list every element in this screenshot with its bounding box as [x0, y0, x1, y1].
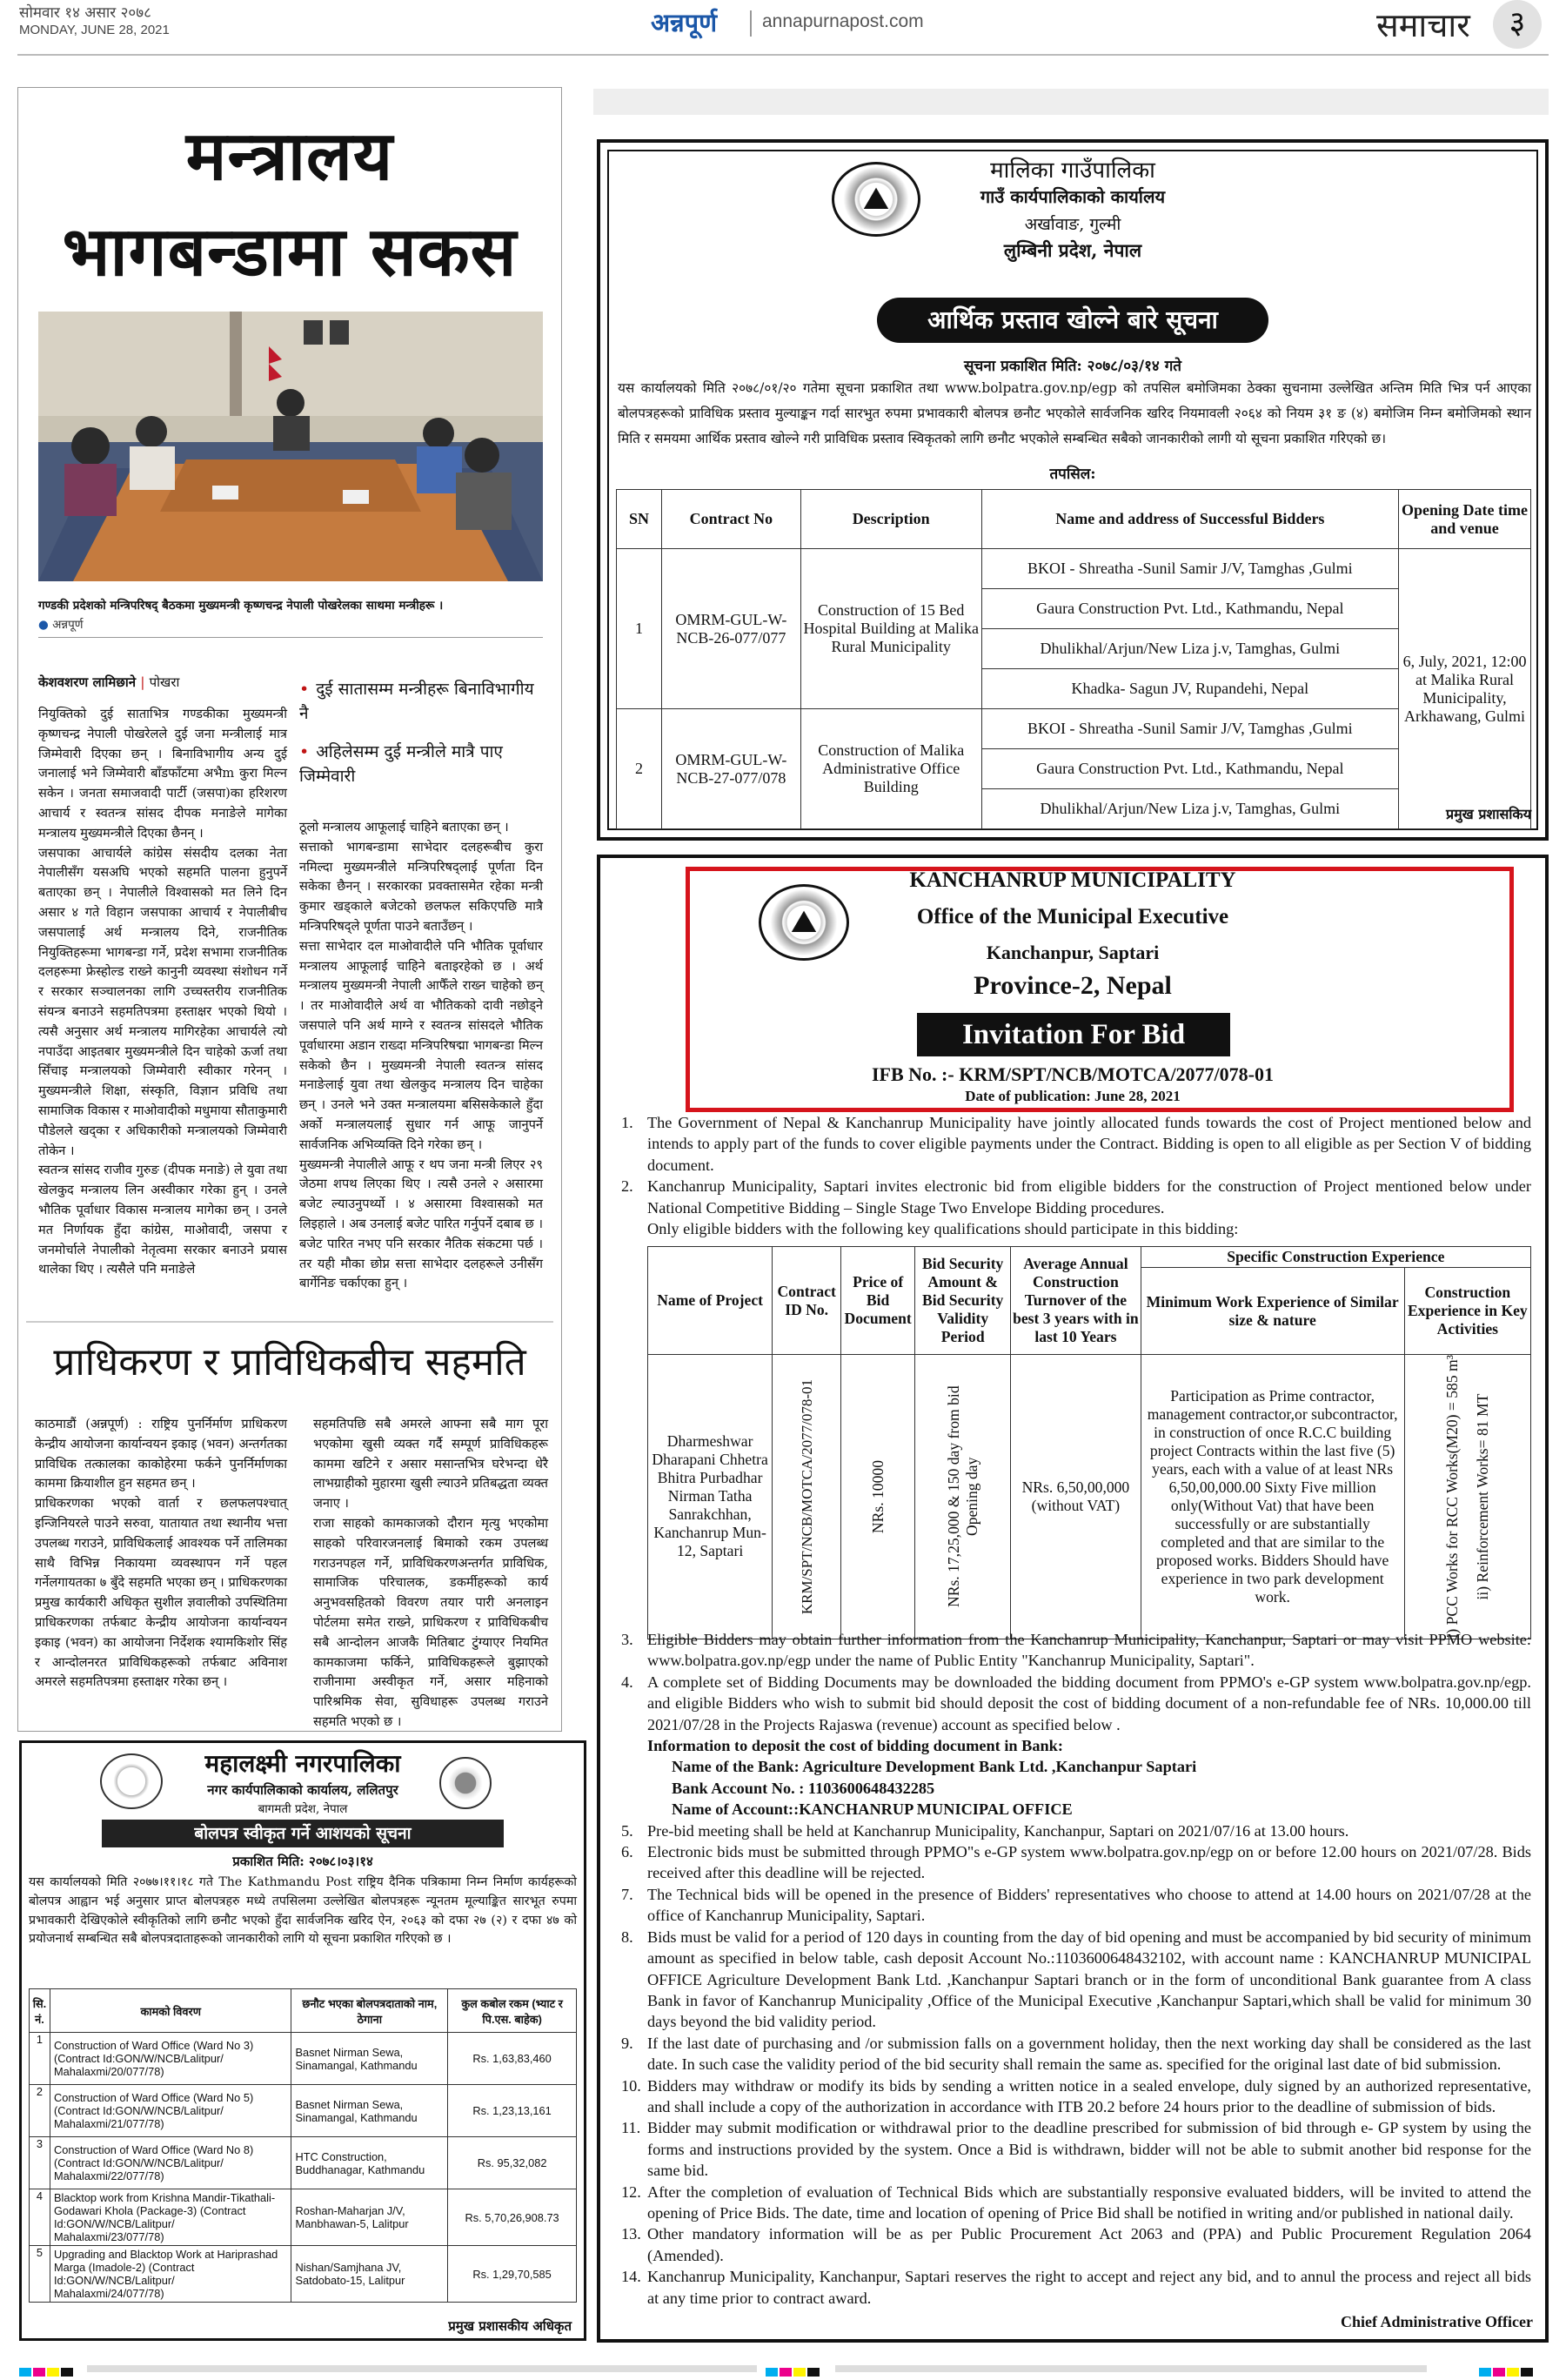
th-description: Description — [800, 490, 981, 549]
bank-name: Name of the Bank: Agriculture Development Bank Ltd. ,Kanchanpur Saptari — [672, 1758, 1197, 1776]
table-cell-bidder: Dhulikhal/Arjun/New Liza j.v, Tamghas, Gulmi — [981, 789, 1398, 829]
print-strip-left — [87, 2365, 757, 2372]
story1-credit-text: अन्नपूर्ण — [52, 618, 84, 632]
story2-column-1: काठमाडौं (अन्नपूर्ण) : राष्ट्रिय पुनर्निर्माण प्राधिकरण केन्द्रीय आयोजना कार्यान्वयन इकाइ (भवन) अन्तर्गतका प्राविधिक तत्कालका काकोहेरमा फर्कने पुनर्निर्माणका काममा क्रियाशील हुन सहमत छन् । प्राधिकरणका भएको वार्ता र छलफलपश्चात् इन्जिनियरले पाउने सरुवा, यातायात तथा स्थानीय भत्ता उपलब्ध गराउने, प्राविधिकलाई आवश्यक पर्ने तालिमका साथै विभिन्न निकायमा व्यवस्थापन गर्ने पहल गर्नेलगायतका ७ बुँदे सहमति भएका छन् । प्राधिकरणका प्रमुख कार्यकारी अधिकृत सुशील ज्ञवालीको उपस्थितिमा प्राधिकरणका तर्फबाट केन्द्रीय आयोजना कार्यान्वयन इकाइ (भवन) का आयोजना निर्देशक श्यामकिशोर सिंह र आन्दोलनरत प्राविधिकहरूको तर्फबाट अविनाश अमरले सहमतिपत्रमा हस्ताक्षर गरेका छन् । — [35, 1417, 287, 1690]
th-name: Name of Project — [648, 1247, 773, 1355]
print-color-marks-left — [19, 2363, 75, 2380]
table-cell-sn: 2 — [617, 709, 662, 829]
story1-headline-line2: भागबन्डामा सकस — [62, 212, 518, 292]
table-cell: 4 — [30, 2189, 50, 2246]
story1-headline-line1: मन्त्रालय — [185, 117, 394, 196]
story1-byline: केशवशरण लामिछाने | पोखरा — [38, 674, 180, 690]
table-cell: Roshan-Maharjan J/V, Manbhawan-5, Lalitpur — [291, 2189, 448, 2246]
table-cell-bidder: BKOI - Shreatha -Sunil Samir J/V, Tamghas ,Gulmi — [981, 709, 1398, 749]
th-minwork: Minimum Work Experience of Similar size & nature — [1141, 1268, 1404, 1355]
table-row — [30, 2033, 577, 2085]
cell-minwork: Participation as Prime contractor, management contractor,or subcontractor, in construction of once R.C.C building project Contracts within the last five (5) years, each with a value of at least NRs 6,50,00,000.00 Sixty Five million only(Without Vat) that have been successfully or are substantially completed and that are similar to the proposed works. Bidders Should have experience in two park development work. — [1141, 1355, 1404, 1639]
table-row — [30, 2246, 577, 2303]
th-turnover: Average Annual Construction Turnover of the best 3 years with in last 10 Years — [1011, 1247, 1141, 1355]
th-amount: कुल कबोल रकम (भ्याट र पि.एस. बाहेक) — [448, 1989, 577, 2033]
header-separator — [750, 10, 752, 37]
table-cell-bidder: Gaura Construction Pvt. Ltd., Kathmandu, Nepal — [981, 589, 1398, 629]
malika-sub3: लुम्बिनी प्रदेश, नेपाल — [1003, 239, 1142, 261]
table-cell: Rs. 1,29,70,585 — [448, 2246, 577, 2303]
table-cell-opening: 6, July, 2021, 12:00 at Malika Rural Municipality, Arkhawang, Gulmi — [1399, 549, 1531, 829]
item-14: 14. Kanchanrup Municipality, Kanchanpur, Saptari reserves the right to accept and reject any bid, and to annul the process and reject all bids at any time prior to contract award. — [621, 2268, 1531, 2307]
table-cell: Rs. 95,32,082 — [448, 2137, 577, 2189]
malika-table — [616, 489, 1531, 829]
item-6: 6. Electronic bids must be submitted through PPMO"s e-GP system www.bolpatra.gov.np/egp on or before 12.00 hours on 2021/07/28. Bids received after this deadline will be rejected. — [621, 1843, 1531, 1882]
th-opening: Opening Date time and venue — [1399, 490, 1531, 549]
malika-pub-date: सूचना प्रकाशित मिति: २०७८/०३/१४ गते — [964, 358, 1181, 375]
cell-contract-id: KRM/SPT/NCB/MOTCA/2077/078-01 — [773, 1355, 841, 1639]
kanchanrup-ifb: IFB No. :- KRM/SPT/NCB/MOTCA/2077/078-01 — [872, 1063, 1274, 1085]
story-divider — [26, 1321, 553, 1323]
table-cell-contract: OMRM-GUL-W-NCB-27-077/078 — [661, 709, 800, 829]
th-bidder: छनौट भएका बोलपत्रदाताको नाम, ठेगाना — [291, 1989, 448, 2033]
th-specific: Specific Construction Experience — [1141, 1247, 1530, 1268]
mahalaxmi-title: महालक्ष्मी नगरपालिका — [204, 1749, 401, 1778]
table-cell: Basnet Nirman Sewa, Sinamangal, Kathmandu — [291, 2085, 448, 2137]
malika-sub1: गाउँ कार्यपालिकाको कार्यालय — [980, 186, 1166, 207]
mahalaxmi-body: यस कार्यालयको मिति २०७७।११।१८ गते The Kathmandu Post राष्ट्रिय दैनिक पत्रिकामा निम्न निर्माण कार्यहरूको बोलपत्र आह्वान भई अनुसार प्राप्त बोलपत्रहरु मध्ये तपसिलमा उल्लेखित बोलपत्रहरू न्यूनतम मूल्याङ्कित सारभूत रुपमा प्रभावकारी देखिएकोले स्वीकृतिको लागि छनौट भएको हुँदा सार्वजनिक खरिद ऐन, २०६३ को दफा २७ (२) र दफा ४७ को प्रयोजनार्थ सम्बन्धित सबै बोलपत्रदाताहरूको जानकारीको लागि यो सूचना प्रकाशित गरिएको छ । — [29, 1875, 577, 1947]
table-cell-bidder: Gaura Construction Pvt. Ltd., Kathmandu, Nepal — [981, 749, 1398, 789]
item-2: 2. Kanchanrup Municipality, Saptari invites electronic bid from eligible bidders for the construction of Project mentioned below under National Competitive Bidding – Single Stage Two Envelope Bidding procedures. Only eligible bidders with the following key qualifications should participate in this bidding: — [621, 1177, 1531, 1238]
story1-photo-credit — [38, 616, 84, 632]
byline-name: केशवशरण लामिछाने — [38, 674, 137, 690]
item-10: 10. Bidders may withdraw or modify its bids by sending a written notice in a sealed envelope, duly signed by an authorized representative, and shall include a copy of the authorization in accordance with ITB 20.2 before 24 hours prior to the deadline of submission of bids. — [621, 2076, 1531, 2115]
item-5: 5. Pre-bid meeting shall be held at Kanchanrup Municipality, Kanchanpur, Saptari on 2021/07/16 at 13.00 hours. — [621, 1821, 1349, 1840]
kanchanrup-pub-date: Date of publication: June 28, 2021 — [965, 1088, 1181, 1104]
malika-tbody — [617, 549, 1531, 829]
table-cell: Nishan/Samjhana JV, Satdobato-15, Lalitpur — [291, 2246, 448, 2303]
th-price: Price of Bid Document — [841, 1247, 915, 1355]
page-number: ३ — [1493, 0, 1542, 49]
mahalaxmi-banner: बोलपत्र स्वीकृत गर्ने आशयको सूचना — [102, 1820, 504, 1847]
table-cell-desc: Construction of 15 Bed Hospital Building at Malika Rural Municipality — [800, 549, 981, 709]
kanchanrup-banner: Invitation For Bid — [917, 1013, 1230, 1056]
table-cell: Rs. 1,23,13,161 — [448, 2085, 577, 2137]
item-7: 7. The Technical bids will be opened in the presence of Bidders' representatives who choose to attend at 14.00 hours on 2021/07/28 at the office of Kanchanrup Municipality, Saptari. — [621, 1885, 1531, 1925]
table-cell-desc: Construction of Malika Administrative Office Building — [800, 709, 981, 829]
item-9: 9. If the last date of purchasing and /or submission falls on a government holiday, then the next working day shall be considered as the last date. In such case the validity period of the bid security shall remain the same as. specified for the original last date of bid submission. — [621, 2034, 1531, 2074]
kanchanrup-sub1: Office of the Municipal Executive — [916, 905, 1229, 929]
table-cell: 3 — [30, 2137, 50, 2189]
story1-bullet-2: • अहिलेसम्म दुई मन्त्रीले मात्रै पाए जिम्मेवारी — [299, 742, 503, 786]
bank-account-name: Name of Account::KANCHANRUP MUNICIPAL OFFICE — [672, 1800, 1073, 1819]
table-cell-sn: 1 — [617, 549, 662, 709]
top-grey-strip — [593, 89, 1549, 115]
th-key: Construction Experience in Key Activities — [1404, 1268, 1530, 1355]
story2-headline: प्राधिकरण र प्राविधिकबीच सहमति — [53, 1340, 526, 1384]
table-row — [30, 2137, 577, 2189]
kanchanrup-signoff: Chief Administrative Officer — [1341, 2313, 1533, 2330]
th-work: कामको विवरण — [50, 1989, 291, 2033]
mahalaxmi-sub2: बागमती प्रदेश, नेपाल — [258, 1802, 348, 1816]
story2-column-2: सहमतिपछि सबै अमरले आफ्ना सबै माग पूरा भएकोमा खुसी व्यक्त गर्दै सम्पूर्ण प्राविधिकहरू काममा खटिने र असार मसान्तभित्र घरेभन्दा धेरै लाभग्राहीको मुहारमा खुसी ल्याउने प्रतिबद्धता व्यक्त जनाए । राजा साहको कामकाजको दौरान मृत्यु भएकोमा साहको परिवारजनलाई बिमाको रकम उपलब्ध गराउनपहल गर्ने, प्राविधिकरणअन्तर्गत प्राविधिक, सामाजिक परिचालक, डकर्मीहरूको कार्य अनुभवसहितको विवरण तयार पारी अनलाइन पोर्टलमा समेत राख्ने, प्राधिकरण र प्राविधिकबीच सबै आन्दोलन आजकै मितिबाट टुंग्याएर नियमित कामकाजमा फर्किने, प्राविधिकहरूले बुझाएको राजीनामा अस्वीकृत गर्ने, असार महिनाको पारिश्रमिक सेवा, सुविधाहरू उपलब्ध गराउने सहमति भएको छ । — [313, 1417, 548, 1729]
malika-body: यस कार्यालयको मिति २०७८/०१/२० गतेमा सूचना प्रकाशित तथा www.bolpatra.gov.np/egp को तपसिल बमोजिमका ठेक्का सुचनामा उल्लेखित अन्तिम मिति भित्र पर्न आएका बोलपत्रहरूको प्राविधिक प्रस्ताव मुल्याङ्कन गर्दा सारभुत रुपमा प्रभावकारी बोलपत्र छनौट भएकोले सार्वजनिक खरिद नियमावली २०६४ को नियम ३१ ङ (४) बमोजिम निम्न बमोजिमको स्थान मिति र समयमा आर्थिक प्रस्ताव खोल्ने गरी प्राविधिक प्रस्ताव स्विकृतको लागि छनौट भएकोले सम्बन्धित सबैको जानकारीको लागी यो सूचना प्रकाशित गरिएको छ। — [618, 380, 1531, 446]
qual-note: Only eligible bidders with the following key qualifications should participate in this bidding: — [647, 1220, 1239, 1238]
table-cell: HTC Construction, Buddhanagar, Kathmandu — [291, 2137, 448, 2189]
print-color-marks-mid — [766, 2363, 821, 2380]
table-cell-bidder: BKOI - Shreatha -Sunil Samir J/V, Tamghas ,Gulmi — [981, 549, 1398, 589]
table-cell-bidder: Khadka- Sagun JV, Rupandehi, Nepal — [981, 669, 1398, 709]
ad-mahalaxmi — [19, 1740, 586, 2341]
cell-turnover: NRs. 6,50,00,000 (without VAT) — [1011, 1355, 1141, 1639]
malika-banner: आर्थिक प्रस्ताव खोल्ने बारे सूचना — [877, 298, 1268, 343]
item-4: 4. A complete set of Bidding Documents may be downloaded the bidding document from PPMO's e-GP system www.bolpatra.gov.np/egp. and eligible Bidders who wish to submit bid should deposit the cost of bidding document of a non-refundable fee of NRs. 10,000.00 till 2021/07/28 in the Projects Rajaswa (revenue) account as specified below . Information to deposit the cost of bidding document in Bank: Name of the Bank: Agriculture Development Bank Ltd. ,Kanchanpur Saptari Bank Account No. : 1103600648432285 Name of Account::KANCHANRUP MUNICIPAL OFFICE — [621, 1672, 1531, 1820]
item-3: 3. Eligible Bidders may obtain further information from the Kanchanrup Municipality, Kanchanpur, Saptari or may visit PPMO website: www.bolpatra.gov.np/egp under the name of Public Entity "Kanchanrup Municipality, Saptari". — [621, 1631, 1531, 1670]
table-row — [617, 549, 1531, 589]
story1-bullet-1: • दुई सातासम्म मन्त्रीहरू बिनाविभागीय नै — [299, 680, 534, 723]
table-cell: 2 — [30, 2085, 50, 2137]
th-bidders: Name and address of Successful Bidders — [981, 490, 1398, 549]
cell-price: NRs. 10000 — [841, 1355, 915, 1639]
story1-rule — [38, 637, 543, 638]
story1-photo — [38, 312, 543, 581]
th-sn: सि. नं. — [30, 1989, 50, 2033]
cell-project-name: Dharmeshwar Dharapani Chhetra Bhitra Purbadhar Nirman Tatha Sanrakchhan, Kanchanrup Mun-12, Saptari — [648, 1355, 773, 1639]
header-rule — [17, 54, 1549, 56]
ad-malika — [597, 139, 1549, 841]
bullet-icon: • — [299, 680, 310, 699]
table-cell-contract: OMRM-GUL-W-NCB-26-077/077 — [661, 549, 800, 709]
nepal-emblem-icon: ⛰ — [759, 884, 849, 961]
kanchanrup-items-1-2 — [621, 1112, 1531, 1239]
cell-security: NRs. 17,25,000 & 150 day from bid Opening day — [915, 1355, 1011, 1639]
bank-heading: Information to deposit the cost of bidding document in Bank: — [647, 1737, 1063, 1755]
story1-column-2: ठूलो मन्त्रालय आफूलाई चाहिने बताएका छन् । सत्ताको भागबन्डामा साभेदार दलहरूबीच कुरा नमिल्दा मुख्यमन्त्रीले मन्त्रिपरिषद्लाई पूर्णता दिन सकेका छैनन् । सरकारका प्रवक्तासमेत रहेका मन्त्री कुमार खड्काले बजेटको छलफल सकिएपछि मात्रै मन्त्रिपरिषद्ले पूर्णता पाउने बताउँछन् । सत्ता साभेदार दल माओवादीले पनि भौतिक पूर्वाधार मन्त्रालय आफूलाई चाहिने बताइरहेको छ । अर्थ मन्त्रालय मुख्यमन्त्री नेपाली आफैँले राख्न चाहेको छन् । तर माओवादीले अर्थ वा भौतिकको दावी नछोड्ने जसपाले पनि अर्थ माग्ने र स्वतन्त्र सांसदले भौतिक पूर्वाधारमा अडान राख्दा मन्त्रिपरिषद्मा भागबन्डा मिल्न सकेको छैन । मुख्यमन्त्री नेपाली स्वतन्त्र सांसद मनाङेलाई युवा तथा खेलकुद मन्त्रालय दिन चाहेका छन् । उनले भने उक्त मन्त्रालयमा बसिसकेकाले हुँदा अर्को मन्त्रालयलाई सुधार गर्न आफू जानुपर्ने सार्वजनिक अभिव्यक्ति दिने गरेका छन् । मुख्यमन्त्री नेपालीले आफू र थप जना मन्त्री लिएर २९ जेठमा शपथ लिएका थिए । त्यसै उनले २ असारमा बजेट ल्याउनुपर्थ्यो । ४ असारमा विश्वासको मत लिइहाले । अब उनलाई बजेट पारित गर्नुपर्ने दबाब छ । बजेट पारित नभए पनि सरकार नैतिक संकटमा पर्छ । तर यही मौका छोप्न सत्ता साभेदार दलहरूले उनीसँग बार्गेनिङ चर्काएका हुन् । — [299, 820, 543, 1291]
mahalaxmi-pub-date: प्रकाशित मिति: २०७८।०३।१४ — [232, 1854, 373, 1869]
table-cell: Upgrading and Blacktop Work at Hariprashad Marga (Imadole-2) (Contract Id:GON/W/NCB/Lalitpur/ Mahalaxmi/24/077/78) — [50, 2246, 291, 2303]
table-cell: Blacktop work from Krishna Mandir-Tikathali-Godawari Khola (Package-3) (Contract Id:GON/W/NCB/Lalitpur/ Mahalaxmi/23/077/78) — [50, 2189, 291, 2246]
header-website[interactable]: annapurnapost.com — [762, 11, 924, 31]
byline-place: पोखरा — [149, 674, 180, 690]
item-12: 12. After the completion of evaluation of Technical Bids which are substantially responsive evaluated bidders, will be invited to attend the opening of Price Bids. The date, time and location of opening of Price Bid shall be notified in writing and/or published in national daily. — [621, 2182, 1531, 2222]
table-cell: 5 — [30, 2246, 50, 2303]
table-cell: Construction of Ward Office (Ward No 5) (Contract Id:GON/W/NCB/Lalitpur/ Mahalaxmi/21/077/78) — [50, 2085, 291, 2137]
malika-signoff: प्रमुख प्रशासकिय — [1446, 806, 1531, 822]
print-strip-right — [835, 2365, 1427, 2372]
ad-kanchanrup — [597, 855, 1549, 2343]
table-cell: Construction of Ward Office (Ward No 8) (Contract Id:GON/W/NCB/Lalitpur/ Mahalaxmi/22/077/78) — [50, 2137, 291, 2189]
item-13: 13. Other mandatory information will be as per Public Procurement Act 2063 and (PPA) and Public Procurement Regulation 2064 (Amended). — [621, 2225, 1531, 2264]
table-cell: Construction of Ward Office (Ward No 3) (Contract Id:GON/W/NCB/Lalitpur/ Mahalaxmi/20/077/78) — [50, 2033, 291, 2085]
nepal-emblem-icon: ⛰ — [832, 162, 920, 237]
header-date-nepali: सोमवार १४ असार २०७८ — [19, 4, 151, 22]
bank-account: Bank Account No. : 1103600648432285 — [672, 1779, 935, 1797]
cell-key-activities: i) PCC Works for RCC Works(M20) = 585 m³ ii) Reinforcement Works= 81 MT — [1404, 1355, 1530, 1639]
story1-column-1: नियुक्तिको दुई साताभित्र गण्डकीका मुख्यमन्त्री कृष्णचन्द्र नेपाली पोखरेलले दुई जना मन्त्रीलाई मात्र जिम्मेवारी दिएका छन् । बिनाविभागीय अन्य दुई जनालाई भने जिम्मेवारी बाँडफाँटमा अभैm कुरा मिल्न सकेन । जनता समाजवादी पार्टी (जसपा)का हरिशरण आचार्य र स्वतन्त्र सांसद दीपक मनाङेले मागेका मन्त्रालय मुख्यमन्त्रीले दिएका छैनन् । जसपाका आचार्यले कांग्रेस संसदीय दलका नेता नेपालीसँग यसअघि भएको सहमति पालना हुनुपर्ने बताएका छन् । नेपालीले विश्वासको मत लिने दिन असार ४ गते विहान जसपाका आचार्य र नेपालीबीच जसपालाई अर्थ मन्त्रालय दिने, राजनीतिक नियुक्तिहरूमा भागबन्डा गर्ने, प्रदेश सभामा राजनीतिक दलहरूमा फ्रेस्होल्ड राख्ने कानुनी व्यवस्था संशोधन गर्ने र सरकार सञ्चालनका लागि उच्चस्तरीय राजनीतिक संयन्त्र बनाउने सहमतिपत्रमा हस्ताक्षर भएको थियो । त्यसै अनुसार अर्थ मन्त्रालय मागिरहेका आचार्यले त्यो नपाउँदा आइतबार मुख्यमन्त्रीले दिन चाहेको ऊर्जा तथा सिँचाइ मन्त्रालयको जिम्मेवारी स्वीकार गरेनन् । मुख्यमन्त्रीले शिक्षा, संस्कृति, विज्ञान प्रविधि तथा सामाजिक विकास र माओवादीको मधुमाया सौताकुमारी पौडेलले खद्का र अधिकारीको मन्त्रालयको जिम्मेवारी तोकेन । स्वतन्त्र सांसद राजीव गुरुङ (दीपक मनाङे) ले युवा तथा खेलकुद मन्त्रालय लिन अस्वीकार गरेका हुन् । उनले भौतिक पूर्वाधार विकास मन्त्रालय मागेका छन् । उनले मत निर्णायक हुँदा कांग्रेस, माओवादी, जसपा र जनमोर्चाले नेपालीको नेतृत्वमा सरकार बनाउने प्रयास थालेका थिए । त्यसैले पनि मनाङेले — [38, 707, 287, 1277]
section-title: समाचार — [1376, 6, 1470, 44]
th-sn: SN — [617, 490, 662, 549]
mahalaxmi-table — [29, 1988, 577, 2303]
bullet-icon: • — [299, 742, 310, 761]
table-row — [30, 2085, 577, 2137]
kanchanrup-title: KANCHANRUP MUNICIPALITY — [909, 868, 1236, 892]
table-cell: Rs. 1,63,83,460 — [448, 2033, 577, 2085]
cabinet-meeting-image — [38, 312, 543, 581]
kanchanrup-sub2: Kanchanpur, Saptari — [986, 942, 1160, 963]
malika-title: मालिका गाउँपालिका — [990, 158, 1155, 184]
table-cell: 1 — [30, 2033, 50, 2085]
newspaper-logo[interactable]: अन्नपूर्ण — [651, 8, 718, 37]
print-color-marks-right — [1479, 2363, 1535, 2380]
item-8: 8. Bids must be valid for a period of 120 days in counting from the day of bid opening and must be accompanied by bid security of minimum amount as specified in below table, cash deposit Account No.:1103600648432102, with account name : KANCHANRUP MUNICIPAL OFFICE Agriculture Development Bank Ltd. ,Kanchanpur Saptari branch or in the form of unconditional Bank guarantee from A class Bank in favor of Kanchanrup Municipality ,Office of the Municipal Executive ,Kanchanpur Saptari,which shall be valid for minimum 30 days beyond the bid validity period. — [621, 1927, 1531, 2031]
item-1: 1. The Government of Nepal & Kanchanrup Municipality have jointly allocated funds towards the cost of Project mentioned below and intends to apply part of the funds to cover eligible payments under the Contract. Bidding is open to all eligible as per Section V of bidding document. — [621, 1114, 1531, 1174]
credit-dot-icon: ● — [38, 618, 53, 632]
header-date-english: MONDAY, JUNE 28, 2021 — [19, 23, 170, 37]
malika-sub2: अर्खावाङ, गुल्मी — [1024, 215, 1121, 234]
kanchanrup-items-3-14 — [621, 1629, 1531, 2309]
table-cell: Rs. 5,70,26,908.73 — [448, 2189, 577, 2246]
item-11: 11. Bidder may submit modification or withdrawal prior to the deadline prescribed for submission of bid through e- GP system by using the forms and instructions provided by the system. Once a Bid is withdrawn, bidder will not be able to submit another bid response for the same bid. — [621, 2119, 1531, 2180]
mahalaxmi-signoff: प्रमुख प्रशासकीय अधिकृत — [448, 2318, 572, 2334]
malika-tapasil: तपसिल: — [1049, 466, 1096, 483]
table-row — [617, 709, 1531, 749]
table-cell-bidder: Dhulikhal/Arjun/New Liza j.v, Tamghas, Gulmi — [981, 629, 1398, 669]
table-cell: Basnet Nirman Sewa, Sinamangal, Kathmandu — [291, 2033, 448, 2085]
mahalaxmi-sub1: नगर कार्यपालिकाको कार्यालय, ललितपुर — [207, 1782, 398, 1798]
kanchanrup-province: Province-2, Nepal — [974, 971, 1172, 1000]
story1-photo-caption: गण्डकी प्रदेशको मन्त्रिपरिषद् बैठकमा मुख्यमन्त्री कृष्णचन्द्र नेपाली पोखरेलका साथमा मन्त्रीहरू । — [38, 599, 444, 613]
th-security: Bid Security Amount & Bid Security Validity Period — [915, 1247, 1011, 1355]
th-contract: Contract ID No. — [773, 1247, 841, 1355]
table-row — [30, 2189, 577, 2246]
kanchanrup-qual-table — [647, 1246, 1531, 1639]
th-contract: Contract No — [661, 490, 800, 549]
mahalaxmi-tbody — [30, 2033, 577, 2303]
